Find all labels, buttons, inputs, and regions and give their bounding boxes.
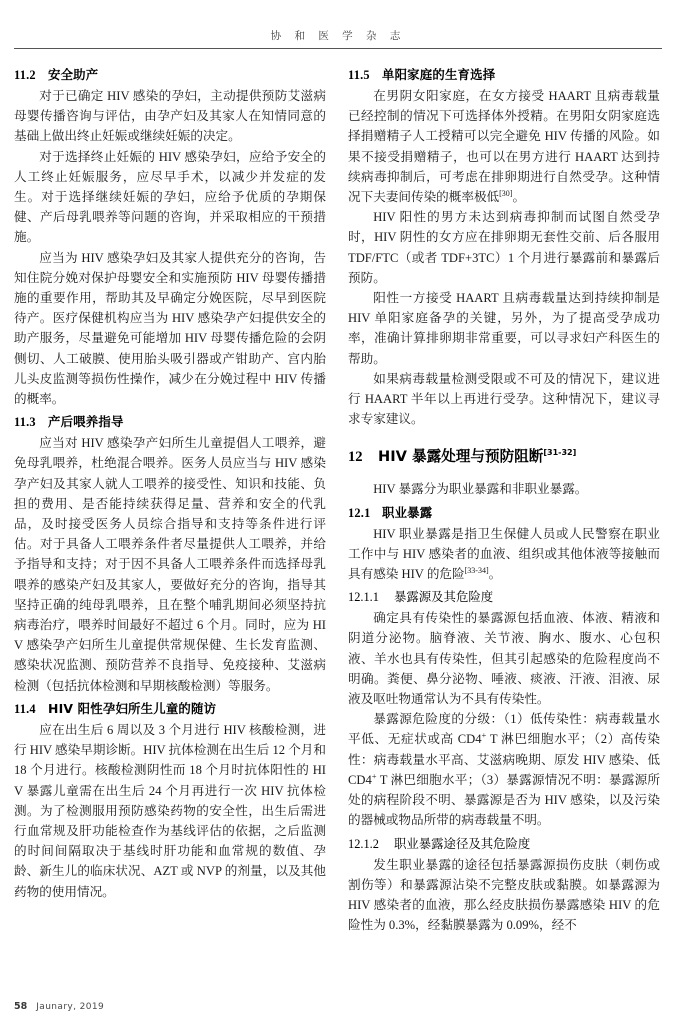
paragraph-text: T 淋巴细胞水平；（2）高传染性：病毒载量水平高、艾滋病晚期、原发 HIV 感染、低 CD4 <box>348 732 660 787</box>
section-title: 职业暴露 <box>382 504 433 520</box>
paragraph: 发生职业暴露的途径包括暴露源损伤皮肤（刺伤或割伤等）和暴露源沾染不完整皮肤或黏膜。如暴露源为 HIV 感染者的血液，那么经皮肤损伤暴露感染 HIV 的危险性为 0.3%，经黏膜暴露为 0.09%，经不 <box>348 857 660 933</box>
section-number: 11.2 <box>14 68 36 82</box>
paragraph <box>348 86 660 207</box>
paragraph-text: T 淋巴细胞水平；（3）暴露源情况不明：暴露源所处的病程阶段不明、暴露源是否为 HIV 感染，以及污染的器械或物品所带的病毒载量不明。 <box>348 772 660 828</box>
section-heading-11-2 <box>14 65 326 85</box>
paragraph: HIV 暴露分为职业暴露和非职业暴露。 <box>373 482 588 497</box>
two-column-body <box>14 62 662 966</box>
paragraph: 确定具有传染性的暴露源包括血液、体液、精液和阴道分泌物。脑脊液、关节液、胸水、腹水、心包积液、羊水也具有传染性，但其引起感染的危险程度尚不明确。粪便、鼻分泌物、唾液、痰液、汗液、泪液、尿液及呕吐物通常认为不具有传染性。 <box>348 611 660 707</box>
section-heading-12-1-2 <box>348 834 660 854</box>
cd4-plus-superscript: + <box>481 730 487 741</box>
paragraph: HIV 阳性的男方未达到病毒抑制而试图自然受孕时，HIV 阴性的女方应在排卵期无套性交前、后各服用 TDF/FTC（或者 TDF+3TC）1 个月进行暴露前和暴露后预防。 <box>348 210 660 285</box>
section-heading-11-4 <box>14 699 326 719</box>
paragraph-text: HIV 职业暴露是指卫生保健人员或人民警察在职业工作中与 HIV 感染者的血液、组织或其他体液等接触而具有感染 HIV 的危险 <box>348 526 660 582</box>
section-title: 安全助产 <box>48 67 99 82</box>
page-footer <box>14 1001 104 1012</box>
reference-citation: [33-34] <box>464 565 489 575</box>
paragraph: 如果病毒载量检测受限或不可及的情况下，建议进行 HAART 半年以上再进行受孕。这种情况下，建议寻求专家建议。 <box>348 371 660 427</box>
section-title: HIV 暴露处理与预防阻断 <box>378 448 544 466</box>
section-heading-11-5 <box>348 65 660 85</box>
section-heading-12-1-1 <box>348 587 660 607</box>
paragraph <box>348 524 660 585</box>
paragraph <box>348 709 660 830</box>
paragraph-text: 。 <box>512 190 526 205</box>
paragraph-text: 暴露源危险度的分级：（1）低传染性：病毒载量水平低、无症状或高 CD4 <box>348 712 660 747</box>
paragraph-text: 。 <box>488 567 502 582</box>
section-title: 职业暴露途径及其危险度 <box>394 836 531 851</box>
page-number: 58 <box>14 1001 28 1012</box>
journal-title: 协 和 医 学 杂 志 <box>270 30 406 42</box>
running-head <box>14 26 662 48</box>
section-title: HIV 阳性孕妇所生儿童的随访 <box>48 700 217 716</box>
section-title: 产后喂养指导 <box>48 414 124 430</box>
section-heading-12-1 <box>348 503 660 523</box>
paragraph: 对于选择终止妊娠的 HIV 感染孕妇，应给予安全的人工终止妊娠服务，应尽早手术，以减少并发症的发生。对于选择继续妊娠的孕妇，应给予优质的孕期保健、产后母乳喂养等问题的咨询，并采取相应的干预措施。 <box>14 149 326 245</box>
issue-date: Jaunary, 2019 <box>36 1002 105 1012</box>
reference-citation: [30] <box>499 188 513 198</box>
section-number: 11.3 <box>14 415 36 430</box>
paragraph: 阳性一方接受 HAART 且病毒载量达到持续抑制是 HIV 单阳家庭备孕的关键，另外，为了提高受孕成功率，准确计算排卵期非常重要，可以寻求妇产科医生的帮助。 <box>348 291 660 366</box>
header-divider-rule <box>14 48 662 49</box>
left-column <box>14 62 326 902</box>
section-title: 单阳家庭的生育选择 <box>382 67 496 82</box>
cd4-plus-superscript: + <box>371 770 377 781</box>
section-number: 11.5 <box>348 68 370 82</box>
section-number: 12.1 <box>348 505 371 520</box>
paragraph: 应在出生后 6 周以及 3 个月进行 HIV 核酸检测，进行 HIV 感染早期诊断。HIV 抗体检测在出生后 12 个月和 18 个月进行。核酸检测阴性而 18 个月时抗体阳性的 HIV 暴露儿童需在出生后 24 个月再进行一次 HIV 抗体检测。为了检测服用预防感染药物的安全性，出生后需进行血常规及肝功能检查作为基线评估的依据，之后监测的时间间隔取决于基线时肝功能和血常规的数值、孕龄、新生儿的临床状况、AZT 或 NVP 的剂量，以及其他药物的使用情况。 <box>14 722 326 899</box>
paragraph-text: 在男阴女阳家庭，在女方接受 HAART 且病毒载量已经控制的情况下可选择体外授精。在男阳女阴家庭选择捐赠精子人工授精可以完全避免 HIV 传播的风险。如果不接受捐赠精子，也可以在男方进行 HAART 达到持续病毒抑制后，可考虑在排卵期进行自然受孕。这种情况下夫妻间传染的概率极低 <box>348 89 660 205</box>
paragraph: 应当对 HIV 感染孕产妇所生儿童提倡人工喂养，避免母乳喂养，杜绝混合喂养。医务人员应当与 HIV 感染孕产妇及其家人就人工喂养的接受性、知识和技能、负担的费用、是否能持续获得足量、营养和安全的代乳品，及时接受医务人员综合指导和支持等条件进行评估。对于具备人工喂养条件者尽量提供人工喂养，并给予指导和支持；对于因不具备人工喂养条件而选择母乳喂养的感染产妇及其家人，要做好充分的咨询，指导其坚持正确的纯母乳喂养，且在整个哺乳期间必须坚持抗病毒治疗，喂养时间最好不超过 6 个月。同时，应为 HIV 感染孕产妇所生儿童提供常规保健、生长发育监测、感染状况监测、预防营养不良指导、免疫接种、艾滋病检测（包括抗体检测和早期核酸检测）等服务。 <box>14 436 326 693</box>
section-title: 暴露源及其危险度 <box>394 590 494 605</box>
section-number: 12.1.2 <box>348 836 379 851</box>
paragraph: 应当为 HIV 感染孕妇及其家人提供充分的咨询，告知住院分娩对保护母婴安全和实施预防 HIV 母婴传播措施的重要作用，帮助其及早确定分娩医院，尽早到医院待产。医疗保健机构应当为 HIV 感染孕产妇提供安全的助产服务，尽量避免可能增加 HIV 母婴传播危险的会阴侧切、人工破膜、使用胎头吸引器或产钳助产、宫内胎儿头皮监测等损伤性操作，减少在分娩过程中 HIV 传播的概率。 <box>14 250 326 407</box>
section-number: 11.4 <box>14 701 36 716</box>
paragraph: 对于已确定 HIV 感染的孕妇，主动提供预防艾滋病母婴传播咨询与评估，由孕产妇及其家人在知情同意的基础上做出终止妊娠或继续妊娠的决定。 <box>14 89 326 144</box>
reference-citation: [31-32] <box>543 448 577 458</box>
section-heading-11-3 <box>14 412 326 432</box>
section-number: 12.1.1 <box>348 590 379 605</box>
right-column <box>348 62 660 935</box>
section-heading-12 <box>348 445 660 469</box>
section-number: 12 <box>348 449 363 466</box>
